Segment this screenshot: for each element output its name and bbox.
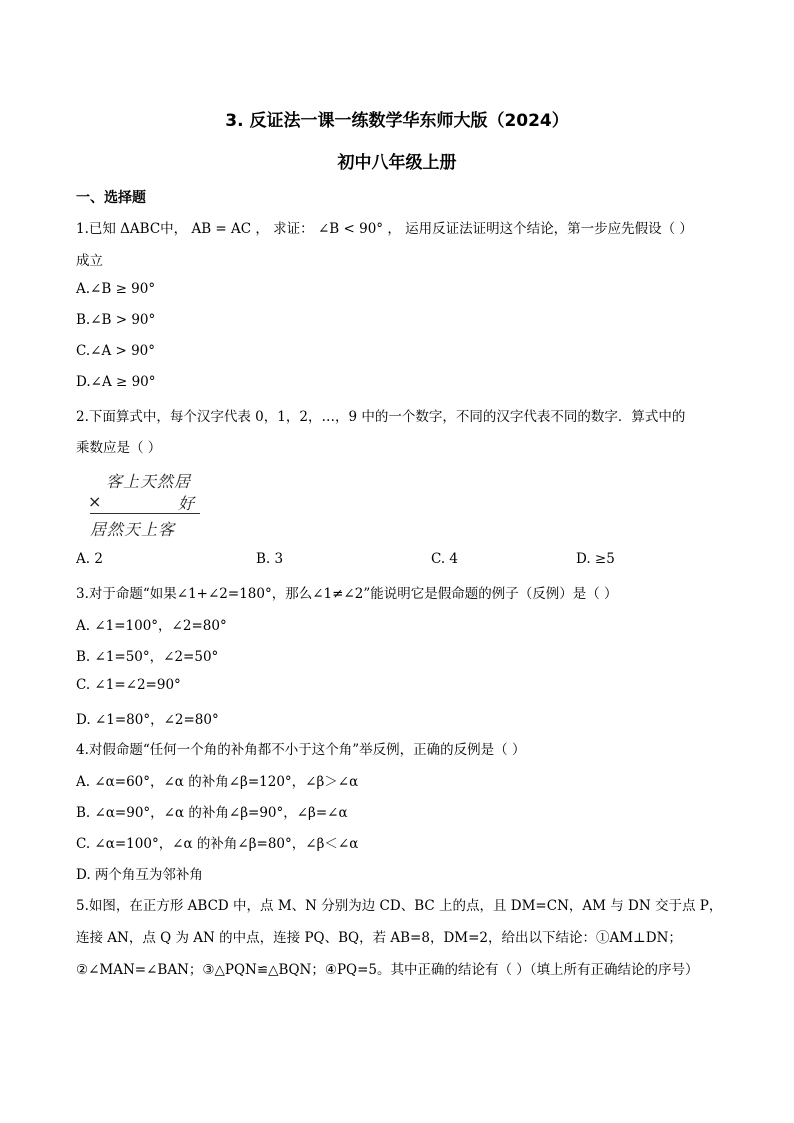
q5-stem-line1: 5.如图，在正方形 ABCD 中，点 M、N 分别为边 CD、BC 上的点，且 DM=CN，AM 与 DN 交于点 P， [76, 898, 723, 914]
document-subtitle: 初中八年级上册 [337, 153, 457, 173]
q1-option-c: C.∠A > 90° [76, 343, 156, 359]
q1-option-a: A.∠B ≥ 90° [76, 281, 156, 297]
q3-option-d: D. ∠1=80°，∠2=80° [76, 712, 219, 728]
section-heading: 一、选择题 [76, 190, 146, 206]
document-title: 3. 反证法一课一练数学华东师大版（2024） [225, 111, 569, 131]
q3-stem: 3.对于命题“如果∠1+∠2=180°，那么∠1≠∠2”能说明它是假命题的例子（反例）是（ ） [76, 586, 618, 602]
figure-product: 居然天上客 [90, 520, 176, 539]
figure-multiplicand: 客上天然居 [106, 472, 192, 491]
q4-option-b: B. ∠α=90°，∠α 的补角∠β=90°，∠β=∠α [76, 805, 348, 821]
q2-option-d: D. ≥5 [576, 551, 615, 567]
q2-stem-line2: 乘数应是（ ） [76, 440, 162, 456]
q1-option-b: B.∠B > 90° [76, 312, 156, 328]
q3-option-a: A. ∠1=100°，∠2=80° [76, 618, 227, 634]
q5-stem-line3: ②∠MAN=∠BAN；③△PQN≌△BQN；④PQ=5。其中正确的结论有（ ）（填上所有正确结论的序号） [76, 962, 699, 978]
q3-option-b: B. ∠1=50°，∠2=50° [76, 649, 219, 665]
figure-times-sign: × [88, 492, 103, 511]
q5-stem-line2: 连接 AN，点 Q 为 AN 的中点，连接 PQ、BQ，若 AB=8，DM=2，给出以下结论：①AM⊥DN； [76, 930, 682, 946]
q1-option-d: D.∠A ≥ 90° [76, 374, 156, 390]
q4-option-a: A. ∠α=60°，∠α 的补角∠β=120°，∠β＞∠α [76, 774, 359, 790]
q4-stem: 4.对假命题“任何一个角的补角都不小于这个角”举反例，正确的反例是（ ） [76, 742, 526, 758]
q2-option-c: C. 4 [431, 551, 459, 567]
q2-option-a: A. 2 [76, 551, 103, 567]
figure-rule [90, 513, 200, 514]
q1-stem-line1: 1.已知 ΔABC中， AB = AC ， 求证： ∠B < 90° ， 运用反证法证明这个结论，第一步应先假设（ ） [76, 221, 693, 237]
q2-stem-line1: 2.下面算式中，每个汉字代表 0，1，2，…，9 中的一个数字，不同的汉字代表不同的数字．算式中的 [76, 409, 686, 425]
q4-option-c: C. ∠α=100°，∠α 的补角∠β=80°，∠β＜∠α [76, 836, 359, 852]
q4-option-d: D. 两个角互为邻补角 [76, 867, 203, 883]
q3-option-c: C. ∠1=∠2=90° [76, 677, 181, 693]
figure-multiplier: 好 [178, 494, 196, 513]
q2-multiplication-figure [88, 466, 208, 540]
q2-option-b: B. 3 [256, 551, 284, 567]
q1-stem-line2: 成立 [76, 253, 103, 269]
